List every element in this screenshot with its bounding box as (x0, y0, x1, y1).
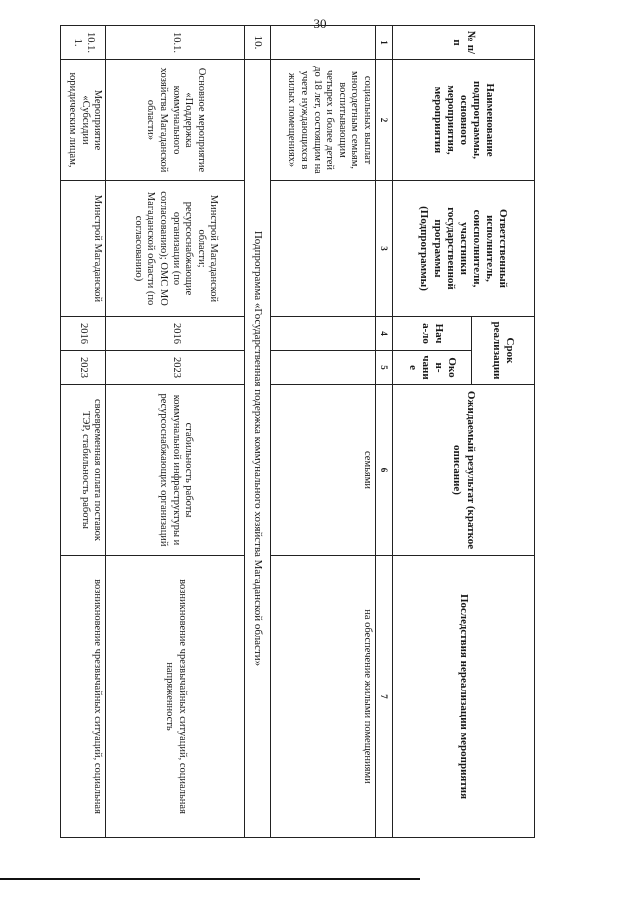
row-10-1-1-num: 10.1.1. (61, 26, 106, 60)
col-number-3: 3 (376, 181, 393, 317)
header-result: Ожидаемый результат (краткое описание) (392, 385, 534, 556)
row-10-1-num: 10.1. (106, 26, 245, 60)
row-continued-end (270, 351, 375, 385)
row-10-1-responsible: Минстрой Магаданской области; ресурсоснабжающие организации (по согласованию); ОМС МО Магаданской области (по согласованию) (106, 181, 245, 317)
rotated-table-sheet (60, 25, 535, 837)
row-10-1-name: Основное мероприятие «Поддержка коммунального хозяйства Магаданской области» (106, 60, 245, 181)
col-number-6: 6 (376, 385, 393, 556)
row-10-1-1-result: своевременная оплата поставок ТЭР, стабильность работы (61, 385, 106, 556)
col-number-2: 2 (376, 60, 393, 181)
col-number-4: 4 (376, 317, 393, 351)
header-num: № п/п (392, 26, 534, 60)
row-10-1-1-end: 2023 (61, 351, 106, 385)
header-term: Срок реализации (471, 317, 534, 385)
row-10-1-1-consequences: возникновение чрезвычайных ситуаций, социальная (61, 556, 106, 838)
header-end: Окон-чание (392, 351, 471, 385)
row-continued-consequences: на обеспечение жилыми помещениями (270, 556, 375, 838)
row-continued-result: семьями (270, 385, 375, 556)
row-10-1-consequences: возникновение чрезвычайных ситуаций, социальная напряженность (106, 556, 245, 838)
table-row-continued (270, 26, 375, 838)
bottom-rule (0, 878, 420, 880)
row-10-1-1-name: Мероприятие «Субсидии юридическим лицам, (61, 60, 106, 181)
table-row-section (245, 26, 270, 838)
page-number: 30 (313, 16, 327, 31)
row-10-1-1-responsible: Минстрой Магаданской (61, 181, 106, 317)
table-row-10-1-1 (61, 26, 106, 838)
row-continued-num (270, 26, 375, 60)
row-continued-start (270, 317, 375, 351)
table-row-10-1 (106, 26, 245, 838)
header-consequences: Последствия нереализации мероприятия (392, 556, 534, 838)
col-number-7: 7 (376, 556, 393, 838)
col-number-1: 1 (376, 26, 393, 60)
section-title: Подпрограмма «Государственная подержка коммунального хозяйства Магаданской области» (245, 60, 270, 838)
col-number-5: 5 (376, 351, 393, 385)
events-table (60, 25, 535, 838)
row-continued-responsible (270, 181, 375, 317)
row-10-1-end: 2023 (106, 351, 245, 385)
header-start: Нача-ло (392, 317, 471, 351)
row-continued-name: социальных выплат многодетным семьям, воспитывающим четырех и более детей до 18 лет, состоящим на учете нуждающихся в жилых помещениях» (270, 60, 375, 181)
row-10-1-1-start: 2016 (61, 317, 106, 351)
header-name: Наименование подпрограммы, основного мероприятия, мероприятия (392, 60, 534, 181)
row-10-1-start: 2016 (106, 317, 245, 351)
section-num: 10. (245, 26, 270, 60)
row-10-1-result: стабильность работы коммунальной инфраструктуры и ресурсоснабжающих организаций (106, 385, 245, 556)
header-responsible: Ответственный исполнитель, соисполнители, участники государственной программы (Подпрограммы) (392, 181, 534, 317)
